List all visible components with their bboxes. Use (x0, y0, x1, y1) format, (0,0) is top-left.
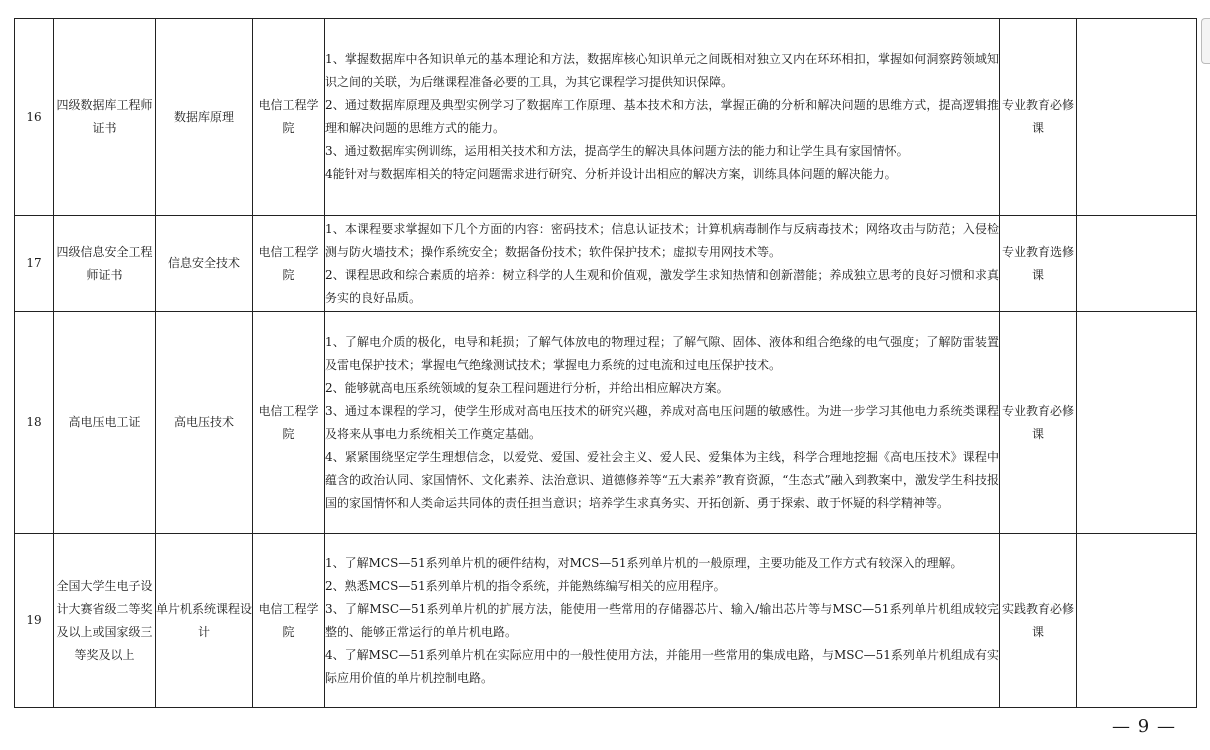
description-line: 2、熟悉MCS—51系列单片机的指令系统，并能熟练编写相关的应用程序。 (325, 578, 726, 593)
department-cell: 电信工程学院 (253, 534, 325, 708)
description-line: 3、通过本课程的学习，使学生形成对高电压技术的研究兴趣，养成对高电压问题的敏感性。为进一步学习其他电力系统类课程及将来从事电力系统相关工作奠定基础。 (325, 403, 999, 441)
remark-cell (1077, 312, 1197, 534)
course-cell: 单片机系统课程设计 (156, 534, 253, 708)
description-line: 2、课程思政和综合素质的培养：树立科学的人生观和价值观，激发学生求知热情和创新潜能；养成独立思考的良好习惯和求真务实的良好品质。 (325, 267, 999, 305)
course-type-cell: 专业教育必修课 (1000, 312, 1077, 534)
table-row (15, 19, 1197, 216)
remark-cell (1077, 19, 1197, 216)
row-number: 19 (15, 534, 54, 708)
table-row (15, 534, 1197, 708)
course-type-cell: 实践教育必修课 (1000, 534, 1077, 708)
department-cell: 电信工程学院 (253, 216, 325, 312)
department-cell: 电信工程学院 (253, 312, 325, 534)
description-line: 1、了解电介质的极化，电导和耗损；了解气体放电的物理过程；了解气隙、固体、液体和组合绝缘的电气强度；了解防雷装置及雷电保护技术；掌握电气绝缘测试技术；掌握电力系统的过电流和过电压保护技术。 (325, 334, 999, 372)
certificate-cell: 全国大学生电子设计大赛省级二等奖及以上或国家级三等奖及以上 (54, 534, 156, 708)
description-line: 1、本课程要求掌握如下几个方面的内容：密码技术；信息认证技术；计算机病毒制作与反病毒技术；网络攻击与防范；入侵检测与防火墙技术；操作系统安全；数据备份技术；软件保护技术；虚拟专用网技术等。 (325, 221, 999, 259)
description-cell (325, 312, 1000, 534)
row-number: 18 (15, 312, 54, 534)
page-edge-tab (1201, 18, 1210, 64)
course-cell: 数据库原理 (156, 19, 253, 216)
description-line: 2、能够就高电压系统领域的复杂工程问题进行分析，并给出相应解决方案。 (325, 380, 729, 395)
description-line: 1、了解MCS—51系列单片机的硬件结构，对MCS—51系列单片机的一般原理，主要功能及工作方式有较深入的理解。 (325, 555, 963, 570)
table-row (15, 216, 1197, 312)
description-line: 4能针对与数据库相关的特定问题需求进行研究、分析并设计出相应的解决方案，训练具体问题的解决能力。 (325, 167, 897, 181)
course-cell: 信息安全技术 (156, 216, 253, 312)
description-line: 4、紧紧围绕坚定学生理想信念，以爱党、爱国、爱社会主义、爱人民、爱集体为主线，科学合理地挖掘《高电压技术》课程中蕴含的政治认同、家国情怀、文化素养、法治意识、道德修养等“五大素养”教育资源，“生态式”融入到教案中，激发学生科技报国的家国情怀和人类命运共同体的责任担当意识；培养学生求真务实、开拓创新、勇于探索、敢于怀疑的科学精神等。 (325, 449, 999, 510)
course-cell: 高电压技术 (156, 312, 253, 534)
department-cell: 电信工程学院 (253, 19, 325, 216)
certificate-cell: 四级信息安全工程师证书 (54, 216, 156, 312)
description-line: 3、通过数据库实例训练，运用相关技术和方法，提高学生的解决具体问题方法的能力和让学生具有家国情怀。 (325, 144, 909, 158)
description-cell (325, 19, 1000, 216)
table-row (15, 312, 1197, 534)
page-number: — 9 — (1112, 716, 1176, 737)
description-cell (325, 216, 1000, 312)
remark-cell (1077, 534, 1197, 708)
description-line: 3、了解MSC—51系列单片机的扩展方法，能使用一些常用的存储器芯片、输入/输出芯片等与MSC—51系列单片机组成较完整的、能够正常运行的单片机电路。 (325, 601, 999, 639)
certificate-cell: 四级数据库工程师证书 (54, 19, 156, 216)
course-table (14, 18, 1197, 708)
remark-cell (1077, 216, 1197, 312)
description-line: 4、了解MSC—51系列单片机在实际应用中的一般性使用方法，并能用一些常用的集成电路，与MSC—51系列单片机组成有实际应用价值的单片机控制电路。 (325, 647, 999, 685)
description-cell (325, 534, 1000, 708)
row-number: 16 (15, 19, 54, 216)
description-line: 1、掌握数据库中各知识单元的基本理论和方法，数据库核心知识单元之间既相对独立又内在环环相扣，掌握如何洞察跨领域知识之间的关联，为后继课程准备必要的工具，为其它课程学习提供知识保障。 (325, 52, 999, 89)
row-number: 17 (15, 216, 54, 312)
certificate-cell: 高电压电工证 (54, 312, 156, 534)
course-type-cell: 专业教育选修课 (1000, 216, 1077, 312)
course-type-cell: 专业教育必修课 (1000, 19, 1077, 216)
description-line: 2、通过数据库原理及典型实例学习了数据库工作原理、基本技术和方法，掌握正确的分析和解决问题的思维方式，提高逻辑推理和解决问题的思维方式的能力。 (325, 98, 999, 135)
